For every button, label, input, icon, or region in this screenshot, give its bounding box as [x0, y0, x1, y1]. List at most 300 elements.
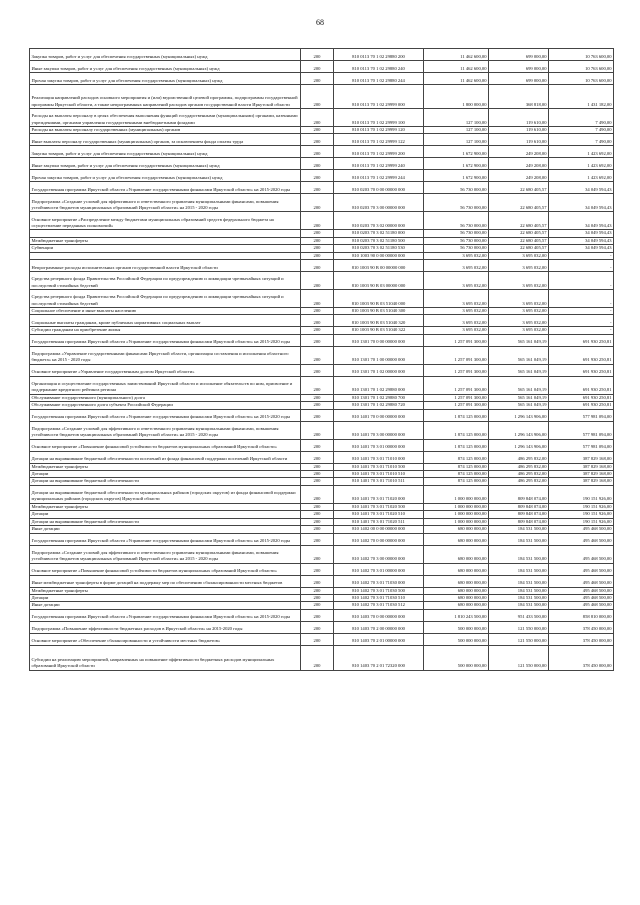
table-row [30, 602, 614, 609]
cell-budget-code: 810 1301 70 0 00 00000 000 [334, 334, 424, 346]
cell-unexecuted: 190 151 926,00 [549, 518, 614, 525]
cell-budget-code: 810 0113 70 1 02 29999 244 [334, 170, 424, 182]
cell-unexecuted: 378 450 000,00 [549, 633, 614, 645]
cell-budget-code: 810 1401 70 3 01 71020 000 [334, 485, 424, 503]
cell-executed: 486 295 832,00 [489, 471, 549, 478]
cell-unexecuted: 691 930 250,81 [549, 376, 614, 394]
cell-budget-code: 810 1003 90 0 00 00000 000 [334, 252, 424, 259]
cell-line-code: 200 [301, 563, 334, 575]
cell-line-code: 200 [301, 602, 334, 609]
cell-executed: 249 208,00 [489, 170, 549, 182]
table-row [30, 272, 614, 290]
cell-budget-code: 810 1401 70 3 01 00000 000 [334, 439, 424, 451]
cell-approved: 1 810 243 500,00 [424, 609, 489, 621]
cell-budget-code: 810 1401 70 3 01 71010 000 [334, 451, 424, 463]
cell-unexecuted: 34 049 594,43 [549, 245, 614, 252]
table-row [30, 511, 614, 518]
cell-unexecuted: 190 151 926,00 [549, 503, 614, 510]
table-row [30, 526, 614, 533]
cell-budget-code: 810 1003 90 В 03 51040 322 [334, 327, 424, 334]
cell-approved: 1 800 000,00 [424, 85, 489, 109]
cell-unexecuted: 34 049 594,43 [549, 237, 614, 244]
cell-unexecuted: 495 468 500,00 [549, 575, 614, 587]
cell-name: Основное мероприятие «Обеспечение сбалансированности и устойчивости местных бюджетов» [30, 633, 301, 645]
cell-approved: 680 000 000,00 [424, 533, 489, 545]
table-row [30, 439, 614, 451]
table-row [30, 451, 614, 463]
cell-executed: 184 531 500,00 [489, 545, 549, 563]
cell-line-code: 200 [301, 394, 334, 401]
cell-executed: 486 295 832,00 [489, 451, 549, 463]
cell-budget-code: 810 1402 70 3 01 71030 000 [334, 575, 424, 587]
table-row [30, 533, 614, 545]
cell-name: Субвенции [30, 245, 301, 252]
cell-name: Иные дотации [30, 526, 301, 533]
cell-approved: 3 695 032,00 [424, 327, 489, 334]
cell-name: Закупка товаров, работ и услуг для обеспечения государственных (муниципальных) нужд [30, 49, 301, 61]
table-row [30, 633, 614, 645]
cell-executed: 3 695 032,00 [489, 272, 549, 290]
cell-approved: 1 257 091 300,00 [424, 364, 489, 376]
cell-approved: 874 125 000,00 [424, 471, 489, 478]
cell-budget-code: 810 0113 70 1 02 29999 000 [334, 85, 424, 109]
table-row [30, 364, 614, 376]
cell-executed: 368 818,00 [489, 85, 549, 109]
cell-budget-code: 810 1401 70 3 01 71010 510 [334, 471, 424, 478]
cell-name: Иные межбюджетные трансферты в форме дотаций на поддержку мер по обеспечению сбалансированности местных бюджетов [30, 575, 301, 587]
cell-line-code: 200 [301, 609, 334, 621]
table-row [30, 409, 614, 421]
cell-approved: 1 257 091 300,00 [424, 394, 489, 401]
cell-name: Подпрограмма «Управление государственными финансами Иркутской области, организация составления и исполнения областного бюджета» на 2015 - 2020 годы [30, 346, 301, 364]
cell-name: Дотации [30, 594, 301, 601]
cell-budget-code: 810 1401 70 0 00 00000 000 [334, 409, 424, 421]
cell-budget-code: 810 0113 70 1 02 29880 240 [334, 61, 424, 73]
cell-name: Основное мероприятие «Управление государственным долгом Иркутской области» [30, 364, 301, 376]
table-row [30, 463, 614, 470]
table-row [30, 170, 614, 182]
cell-line-code: 200 [301, 134, 334, 146]
table-row [30, 594, 614, 601]
cell-name: Межбюджетные трансферты [30, 587, 301, 594]
cell-name: Субсидии гражданам на приобретение жилья [30, 327, 301, 334]
cell-line-code: 200 [301, 85, 334, 109]
cell-unexecuted: 495 468 500,00 [549, 526, 614, 533]
table-row [30, 290, 614, 308]
cell-name: Дотации на выравнивание бюджетной обеспеченности поселений из фонда финансовой поддержки поселений Иркутской области [30, 451, 301, 463]
cell-line-code: 200 [301, 478, 334, 485]
table-row [30, 645, 614, 670]
cell-unexecuted: 10 763 600,00 [549, 61, 614, 73]
table-row [30, 230, 614, 237]
cell-approved: 1 257 091 300,00 [424, 334, 489, 346]
cell-approved: 500 000 000,00 [424, 645, 489, 670]
cell-budget-code: 810 1403 70 0 00 00000 000 [334, 609, 424, 621]
cell-approved: 680 000 000,00 [424, 602, 489, 609]
cell-approved: 680 000 000,00 [424, 587, 489, 594]
cell-line-code: 200 [301, 127, 334, 134]
cell-unexecuted: 34 049 594,43 [549, 230, 614, 237]
table-row [30, 575, 614, 587]
cell-executed: 22 680 405,57 [489, 245, 549, 252]
cell-budget-code: 810 1401 70 3 01 71010 511 [334, 478, 424, 485]
cell-name: Обслуживание государственного (муниципального) долга [30, 394, 301, 401]
table-row [30, 134, 614, 146]
cell-line-code: 200 [301, 49, 334, 61]
table-row [30, 127, 614, 134]
table-row [30, 61, 614, 73]
cell-line-code: 200 [301, 315, 334, 327]
cell-name: Межбюджетные трансферты [30, 237, 301, 244]
cell-executed: 565 161 049,19 [489, 334, 549, 346]
cell-unexecuted: 34 049 594,43 [549, 182, 614, 194]
cell-approved: 1 874 125 000,00 [424, 439, 489, 451]
cell-line-code: 200 [301, 645, 334, 670]
cell-unexecuted: 495 468 500,00 [549, 533, 614, 545]
cell-approved: 1 874 125 000,00 [424, 421, 489, 439]
cell-name: Социальные выплаты гражданам, кроме публичных нормативных социальных выплат [30, 315, 301, 327]
cell-executed: 119 610,00 [489, 134, 549, 146]
table-row [30, 245, 614, 252]
cell-budget-code: 810 1402 70 0 00 00000 000 [334, 533, 424, 545]
cell-name: Непрограммные расходы исполнительных органов государственной власти Иркутской области [30, 260, 301, 272]
cell-approved: 500 000 000,00 [424, 621, 489, 633]
cell-approved: 1 257 091 300,00 [424, 346, 489, 364]
table-row [30, 327, 614, 334]
cell-unexecuted: 34 049 594,43 [549, 194, 614, 212]
cell-approved: 3 695 032,00 [424, 260, 489, 272]
cell-line-code: 200 [301, 533, 334, 545]
cell-name: Государственная программа Иркутской области «Управление государственными финансами Иркутской области» на 2015-2020 годы [30, 409, 301, 421]
cell-name: Иные дотации [30, 602, 301, 609]
cell-unexecuted: 691 930 250,81 [549, 334, 614, 346]
cell-approved: 680 000 000,00 [424, 594, 489, 601]
cell-line-code: 200 [301, 402, 334, 409]
cell-unexecuted: 10 763 600,00 [549, 73, 614, 85]
table-row [30, 621, 614, 633]
cell-name: Государственная программа Иркутской области «Управление государственными финансами Иркутской области» на 2015-2020 годы [30, 533, 301, 545]
cell-name: Обслуживание государственного долга субъекта Российской Федерации [30, 402, 301, 409]
cell-budget-code: 810 1402 70 3 01 71030 500 [334, 587, 424, 594]
cell-line-code: 200 [301, 526, 334, 533]
cell-budget-code: 810 1403 70 2 01 72320 000 [334, 645, 424, 670]
cell-line-code: 200 [301, 503, 334, 510]
cell-executed: 1 296 143 906,00 [489, 421, 549, 439]
table-row [30, 146, 614, 158]
cell-approved: 680 000 000,00 [424, 526, 489, 533]
cell-executed: 184 531 500,00 [489, 575, 549, 587]
cell-budget-code: 810 0113 70 1 02 29999 200 [334, 146, 424, 158]
cell-executed: 3 695 032,00 [489, 308, 549, 315]
cell-line-code: 200 [301, 471, 334, 478]
cell-executed: 565 161 049,19 [489, 394, 549, 401]
cell-executed: 119 610,00 [489, 109, 549, 127]
table-body [30, 49, 614, 671]
cell-budget-code: 810 0203 70 3 02 51180 530 [334, 245, 424, 252]
cell-executed: 121 550 000,00 [489, 621, 549, 633]
cell-unexecuted: 1 423 692,00 [549, 170, 614, 182]
cell-budget-code: 810 1401 70 3 01 71010 500 [334, 463, 424, 470]
cell-unexecuted: - [549, 252, 614, 259]
cell-budget-code: 810 1401 70 3 01 71020 511 [334, 518, 424, 525]
cell-unexecuted: - [549, 260, 614, 272]
cell-budget-code: 810 0113 70 1 02 29999 120 [334, 127, 424, 134]
cell-line-code: 200 [301, 290, 334, 308]
cell-approved: 11 462 600,00 [424, 61, 489, 73]
cell-approved: 56 730 000,00 [424, 245, 489, 252]
cell-budget-code: 810 1402 70 3 00 00000 000 [334, 545, 424, 563]
cell-unexecuted: - [549, 315, 614, 327]
cell-name: Иные выплаты персоналу государственных (муниципальных) органов, за исключением фонда оплаты труда [30, 134, 301, 146]
cell-budget-code: 810 0203 70 3 00 00000 000 [334, 194, 424, 212]
cell-approved: 1 000 000 000,00 [424, 518, 489, 525]
cell-unexecuted: 577 981 094,00 [549, 439, 614, 451]
cell-unexecuted: 495 468 500,00 [549, 545, 614, 563]
cell-approved: 680 000 000,00 [424, 575, 489, 587]
cell-name: Основное мероприятие «Повышение финансовой устойчивости бюджетов муниципальных образований Иркутской области» [30, 563, 301, 575]
cell-executed: 22 680 405,57 [489, 230, 549, 237]
cell-executed: 809 848 074,00 [489, 518, 549, 525]
cell-name: Государственная программа Иркутской области «Управление государственными финансами Иркутской области» на 2015-2020 годы [30, 609, 301, 621]
cell-line-code: 200 [301, 594, 334, 601]
budget-execution-table [29, 48, 614, 671]
cell-executed: 3 695 032,00 [489, 260, 549, 272]
cell-name: Подпрограмма «Создание условий для эффективного и ответственного управления муниципальными финансами, повышения устойчивости бюджетов муниципальных образований Иркутской области» на 2015 - 2020 годы [30, 194, 301, 212]
cell-line-code: 200 [301, 409, 334, 421]
cell-name: Государственная программа Иркутской области «Управление государственными финансами Иркутской области» на 2015-2020 годы [30, 182, 301, 194]
cell-unexecuted: 495 468 500,00 [549, 587, 614, 594]
cell-name: Дотации на выравнивание бюджетной обеспеченности [30, 478, 301, 485]
cell-executed: 184 531 500,00 [489, 526, 549, 533]
cell-approved: 680 000 000,00 [424, 563, 489, 575]
table-row [30, 252, 614, 259]
cell-executed: 184 531 500,00 [489, 602, 549, 609]
cell-approved: 3 695 032,00 [424, 252, 489, 259]
cell-name: Организация и осуществление государственных заимствований Иркутской области и исполнение обязательств по ним, присвоение и поддержание кредитного рейтинга региона [30, 376, 301, 394]
cell-approved: 1 672 900,00 [424, 158, 489, 170]
cell-line-code: 200 [301, 230, 334, 237]
cell-approved: 127 100,00 [424, 109, 489, 127]
cell-unexecuted: 577 981 094,00 [549, 409, 614, 421]
cell-name: Дотации [30, 511, 301, 518]
cell-line-code: 200 [301, 237, 334, 244]
cell-line-code: 200 [301, 575, 334, 587]
cell-executed: 699 000,00 [489, 49, 549, 61]
table-row [30, 587, 614, 594]
cell-name: Закупка товаров, работ и услуг для обеспечения государственных (муниципальных) нужд [30, 146, 301, 158]
table-row [30, 334, 614, 346]
cell-unexecuted: 387 829 168,00 [549, 478, 614, 485]
cell-line-code: 200 [301, 463, 334, 470]
cell-approved: 56 730 000,00 [424, 182, 489, 194]
cell-unexecuted: 495 468 500,00 [549, 602, 614, 609]
cell-executed: 184 531 500,00 [489, 587, 549, 594]
cell-name [30, 230, 301, 237]
cell-line-code: 200 [301, 633, 334, 645]
cell-budget-code: 810 1301 70 1 02 29880 000 [334, 376, 424, 394]
cell-executed: 184 531 500,00 [489, 563, 549, 575]
table-row [30, 394, 614, 401]
table-row [30, 376, 614, 394]
cell-line-code: 200 [301, 146, 334, 158]
cell-approved: 56 730 000,00 [424, 194, 489, 212]
cell-executed: 486 295 832,00 [489, 478, 549, 485]
cell-name: Дотации [30, 471, 301, 478]
cell-line-code: 200 [301, 511, 334, 518]
cell-approved: 680 000 000,00 [424, 545, 489, 563]
cell-executed: 1 296 143 906,00 [489, 439, 549, 451]
cell-name: Средства резервного фонда Правительства Российской Федерации по предупреждению и ликвидации чрезвычайных ситуаций и последствий стихийных бедствий [30, 272, 301, 290]
cell-unexecuted: 7 490,00 [549, 127, 614, 134]
cell-budget-code: 810 1402 70 3 01 71030 510 [334, 594, 424, 601]
page-number: 68 [316, 18, 324, 27]
cell-approved: 11 462 600,00 [424, 73, 489, 85]
table-row [30, 485, 614, 503]
cell-line-code: 200 [301, 451, 334, 463]
cell-unexecuted: 577 981 094,00 [549, 421, 614, 439]
cell-budget-code: 810 1003 90 В 03 51040 000 [334, 290, 424, 308]
cell-budget-code: 810 0203 70 3 02 00000 000 [334, 212, 424, 230]
cell-line-code: 200 [301, 518, 334, 525]
table-row [30, 49, 614, 61]
cell-executed: 1 296 143 906,00 [489, 409, 549, 421]
table-row [30, 609, 614, 621]
table-row [30, 421, 614, 439]
cell-approved: 1 672 900,00 [424, 146, 489, 158]
cell-line-code: 200 [301, 245, 334, 252]
cell-unexecuted: - [549, 308, 614, 315]
cell-unexecuted: 387 829 168,00 [549, 463, 614, 470]
cell-executed: 809 848 074,00 [489, 485, 549, 503]
table-row [30, 194, 614, 212]
cell-approved: 1 000 000 000,00 [424, 485, 489, 503]
cell-unexecuted: 1 423 692,00 [549, 158, 614, 170]
table-row [30, 212, 614, 230]
cell-executed: 22 680 405,57 [489, 212, 549, 230]
cell-approved: 1 257 091 300,00 [424, 402, 489, 409]
cell-name: Основное мероприятие «Распределение между бюджетами муниципальных образований средств федерального бюджета на осуществление переданных полномочий» [30, 212, 301, 230]
cell-budget-code: 810 0113 70 1 02 29999 100 [334, 109, 424, 127]
cell-budget-code: 810 0113 70 1 02 29880 200 [334, 49, 424, 61]
cell-unexecuted: 190 151 926,00 [549, 485, 614, 503]
cell-approved: 3 695 032,00 [424, 290, 489, 308]
cell-approved: 3 695 032,00 [424, 315, 489, 327]
cell-executed: 3 695 032,00 [489, 290, 549, 308]
table-row [30, 308, 614, 315]
cell-unexecuted: 7 490,00 [549, 134, 614, 146]
cell-approved: 1 000 000 000,00 [424, 511, 489, 518]
cell-unexecuted: 691 930 250,81 [549, 346, 614, 364]
cell-unexecuted: 10 763 600,00 [549, 49, 614, 61]
cell-line-code: 200 [301, 485, 334, 503]
cell-approved: 11 462 600,00 [424, 49, 489, 61]
cell-unexecuted: 495 468 500,00 [549, 563, 614, 575]
cell-line-code: 200 [301, 334, 334, 346]
cell-unexecuted: 387 829 168,00 [549, 451, 614, 463]
cell-unexecuted: 858 810 000,00 [549, 609, 614, 621]
cell-name: Реализация направлений расходов основного мероприятия и (или) ведомственной целевой программы, подпрограммы государственной программы Иркутской области, а также непрограммных направлений расходов органов государственной власти Иркутской области [30, 85, 301, 109]
cell-budget-code: 810 1402 00 0 00 00000 000 [334, 526, 424, 533]
cell-name: Прочая закупка товаров, работ и услуг для обеспечения государственных (муниципальных) нужд [30, 73, 301, 85]
cell-executed: 699 000,00 [489, 61, 549, 73]
cell-name: Основное мероприятие «Повышение финансовой устойчивости бюджетов муниципальных образований Иркутской области» [30, 439, 301, 451]
cell-approved: 500 000 000,00 [424, 633, 489, 645]
table-row [30, 85, 614, 109]
table-row [30, 237, 614, 244]
cell-executed: 699 000,00 [489, 73, 549, 85]
cell-budget-code: 810 1402 70 3 01 00000 000 [334, 563, 424, 575]
cell-approved: 874 125 000,00 [424, 463, 489, 470]
cell-budget-code: 810 0203 70 3 02 51180 000 [334, 230, 424, 237]
cell-unexecuted: 378 450 000,00 [549, 621, 614, 633]
cell-name: Межбюджетные трансферты [30, 463, 301, 470]
cell-budget-code: 810 0203 70 3 02 51180 500 [334, 237, 424, 244]
cell-approved: 1 257 091 300,00 [424, 376, 489, 394]
cell-executed: 22 680 405,57 [489, 194, 549, 212]
cell-name: Подпрограмма «Создание условий для эффективного и ответственного управления муниципальными финансами, повышения устойчивости бюджетов муниципальных образований Иркутской области» на 2015 - 2020 годы [30, 421, 301, 439]
cell-executed: 249 208,00 [489, 158, 549, 170]
cell-approved: 127 100,00 [424, 127, 489, 134]
table-row [30, 73, 614, 85]
cell-budget-code: 810 1301 70 1 02 29880 700 [334, 394, 424, 401]
cell-budget-code: 810 1301 70 1 02 00000 000 [334, 364, 424, 376]
cell-line-code: 200 [301, 272, 334, 290]
cell-name: Прочая закупка товаров, работ и услуг для обеспечения государственных (муниципальных) нужд [30, 170, 301, 182]
cell-name: Иные закупки товаров, работ и услуг для обеспечения государственных (муниципальных) нужд [30, 158, 301, 170]
cell-budget-code: 810 1301 70 1 00 00000 000 [334, 346, 424, 364]
cell-line-code: 200 [301, 61, 334, 73]
cell-unexecuted: 691 930 250,81 [549, 402, 614, 409]
cell-executed: 121 550 000,00 [489, 633, 549, 645]
cell-line-code: 200 [301, 545, 334, 563]
cell-name: Средства резервного фонда Правительства Российской Федерации по предупреждению и ликвидации чрезвычайных ситуаций и последствий стихийных бедствий [30, 290, 301, 308]
cell-budget-code: 810 1301 70 1 02 29880 720 [334, 402, 424, 409]
cell-budget-code: 810 1003 90 В 03 00000 000 [334, 272, 424, 290]
table-row [30, 315, 614, 327]
table-row [30, 518, 614, 525]
cell-line-code: 200 [301, 327, 334, 334]
table-row [30, 503, 614, 510]
cell-line-code: 200 [301, 308, 334, 315]
cell-executed: 3 695 032,00 [489, 252, 549, 259]
table-row [30, 260, 614, 272]
cell-line-code: 200 [301, 346, 334, 364]
cell-executed: 121 550 000,00 [489, 645, 549, 670]
cell-name: Субсидии на реализацию мероприятий, направленных на повышение эффективности бюджетных расходов муниципальных образований Иркутской области [30, 645, 301, 670]
cell-line-code: 200 [301, 376, 334, 394]
cell-name: Подпрограмма «Повышение эффективности бюджетных расходов в Иркутской области» на 2015-2020 годы [30, 621, 301, 633]
cell-approved: 1 000 000 000,00 [424, 503, 489, 510]
cell-name: Подпрограмма «Создание условий для эффективного и ответственного управления муниципальными финансами, повышения устойчивости бюджетов муниципальных образований Иркутской области» на 2015 - 2020 годы [30, 545, 301, 563]
cell-unexecuted: 495 468 500,00 [549, 594, 614, 601]
cell-line-code: 200 [301, 421, 334, 439]
cell-line-code: 200 [301, 587, 334, 594]
cell-executed: 184 531 500,00 [489, 533, 549, 545]
cell-budget-code: 810 0113 70 1 02 29999 240 [334, 158, 424, 170]
cell-budget-code: 810 1401 70 3 01 71020 510 [334, 511, 424, 518]
cell-approved: 127 100,00 [424, 134, 489, 146]
cell-approved: 3 695 032,00 [424, 308, 489, 315]
cell-unexecuted: 1 431 182,00 [549, 85, 614, 109]
cell-approved: 1 672 900,00 [424, 170, 489, 182]
cell-unexecuted: 190 151 926,00 [549, 511, 614, 518]
cell-approved: 874 125 000,00 [424, 478, 489, 485]
cell-executed: 565 161 049,19 [489, 376, 549, 394]
cell-name: Государственная программа Иркутской области «Управление государственными финансами Иркутской области» на 2015-2020 годы [30, 334, 301, 346]
cell-budget-code: 810 1401 70 3 01 71020 500 [334, 503, 424, 510]
cell-executed: 565 161 049,19 [489, 402, 549, 409]
cell-line-code: 200 [301, 621, 334, 633]
